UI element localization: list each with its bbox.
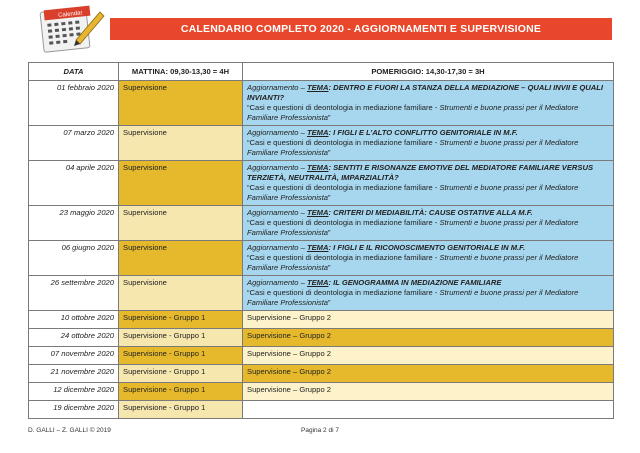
row-date: 01 febbraio 2020: [29, 81, 119, 126]
table-row: [29, 126, 614, 161]
table-row: [29, 81, 614, 126]
row-afternoon: Supervisione – Gruppo 2: [243, 365, 614, 383]
row-afternoon: Supervisione – Gruppo 2: [243, 311, 614, 329]
row-afternoon: [243, 161, 614, 206]
quote-italic: Strumenti e buone prassi per il Mediatore Familiare Professionista: [247, 288, 579, 307]
footer-copyright: D. GALLI – Z. GALLI © 2019: [28, 427, 111, 434]
aft-tema: TEMA: [306, 83, 329, 92]
table-row: [29, 311, 614, 329]
quote-close: ”: [328, 298, 331, 307]
row-date: 12 dicembre 2020: [29, 383, 119, 401]
quote-close: ”: [328, 228, 331, 237]
row-date: 24 ottobre 2020: [29, 329, 119, 347]
quote-close: ”: [328, 113, 331, 122]
header-date: DATA: [29, 63, 119, 81]
aft-topic: : DENTRO E FUORI LA STANZA DELLA MEDIAZIONE – QUALI INVII E QUALI INVIANTI?: [247, 83, 603, 102]
quote-open: “Casi e questioni di deontologia in mediazione familiare -: [247, 103, 440, 112]
aft-label: Aggiornamento –: [247, 243, 307, 252]
aft-tema: TEMA: [306, 163, 329, 172]
schedule-table: [28, 62, 614, 419]
row-morning: Supervisione: [119, 276, 243, 311]
quote-open: “Casi e questioni di deontologia in mediazione familiare -: [247, 253, 440, 262]
row-afternoon: Supervisione – Gruppo 2: [243, 347, 614, 365]
schedule-body: [29, 81, 614, 419]
table-row: [29, 276, 614, 311]
aft-topic: : SENTITI E RISONANZE EMOTIVE DEL MEDIATORE FAMILIARE VERSUS TERZIETÀ, NEUTRALITÀ, IMPARZIALITÀ?: [247, 163, 594, 182]
row-afternoon: [243, 126, 614, 161]
table-row: [29, 206, 614, 241]
quote-open: “Casi e questioni di deontologia in mediazione familiare -: [247, 288, 440, 297]
calendar-icon-label: Calendar: [57, 10, 83, 19]
row-date: 26 settembre 2020: [29, 276, 119, 311]
quote-close: ”: [328, 263, 331, 272]
table-row: [29, 241, 614, 276]
row-morning: Supervisione - Gruppo 1: [119, 329, 243, 347]
aft-topic: : IL GENOGRAMMA IN MEDIAZIONE FAMILIARE: [328, 278, 502, 287]
table-row: [29, 329, 614, 347]
quote-close: ”: [328, 148, 331, 157]
table-row: [29, 347, 614, 365]
page-title: CALENDARIO COMPLETO 2020 - AGGIORNAMENTI E SUPERVISIONE: [110, 18, 612, 40]
quote-close: ”: [328, 193, 331, 202]
table-row: [29, 401, 614, 419]
aft-tema: TEMA: [306, 128, 329, 137]
quote-italic: Strumenti e buone prassi per il Mediatore Familiare Professionista: [247, 253, 579, 272]
row-morning: Supervisione: [119, 81, 243, 126]
row-afternoon: [243, 81, 614, 126]
row-morning: Supervisione - Gruppo 1: [119, 365, 243, 383]
row-date: 23 maggio 2020: [29, 206, 119, 241]
quote-italic: Strumenti e buone prassi per il Mediatore Familiare Professionista: [247, 138, 579, 157]
row-morning: Supervisione: [119, 161, 243, 206]
row-date: 06 giugno 2020: [29, 241, 119, 276]
aft-tema: TEMA: [306, 278, 329, 287]
aft-tema: TEMA: [306, 208, 329, 217]
aft-topic: : I FIGLI E L’ALTO CONFLITTO GENITORIALE IN M.F.: [328, 128, 518, 137]
aft-label: Aggiornamento –: [247, 163, 307, 172]
quote-italic: Strumenti e buone prassi per il Mediatore Familiare Professionista: [247, 218, 579, 237]
row-date: 19 dicembre 2020: [29, 401, 119, 419]
row-afternoon: [243, 276, 614, 311]
row-date: 04 aprile 2020: [29, 161, 119, 206]
aft-topic: : I FIGLI E IL RICONOSCIMENTO GENITORIALE IN M.F.: [328, 243, 526, 252]
row-morning: Supervisione: [119, 206, 243, 241]
quote-open: “Casi e questioni di deontologia in mediazione familiare -: [247, 218, 440, 227]
calendar-icon: [36, 4, 106, 54]
row-date: 21 novembre 2020: [29, 365, 119, 383]
aft-tema: TEMA: [306, 243, 329, 252]
row-afternoon: [243, 401, 614, 419]
aft-label: Aggiornamento –: [247, 208, 307, 217]
quote-italic: Strumenti e buone prassi per il Mediatore Familiare Professionista: [247, 103, 579, 122]
table-row: [29, 161, 614, 206]
row-morning: Supervisione - Gruppo 1: [119, 347, 243, 365]
header-afternoon: POMERIGGIO: 14,30-17,30 = 3H: [243, 63, 614, 81]
table-row: [29, 365, 614, 383]
row-date: 07 marzo 2020: [29, 126, 119, 161]
header-morning: MATTINA: 09,30-13,30 = 4H: [119, 63, 243, 81]
row-date: 10 ottobre 2020: [29, 311, 119, 329]
row-afternoon: [243, 241, 614, 276]
quote-italic: Strumenti e buone prassi per il Mediatore Familiare Professionista: [247, 183, 579, 202]
quote-open: “Casi e questioni di deontologia in mediazione familiare -: [247, 183, 440, 192]
aft-label: Aggiornamento –: [247, 278, 307, 287]
row-morning: Supervisione - Gruppo 1: [119, 383, 243, 401]
row-morning: Supervisione - Gruppo 1: [119, 401, 243, 419]
row-afternoon: Supervisione – Gruppo 2: [243, 329, 614, 347]
row-morning: Supervisione: [119, 241, 243, 276]
aft-label: Aggiornamento –: [247, 83, 307, 92]
aft-label: Aggiornamento –: [247, 128, 307, 137]
quote-open: “Casi e questioni di deontologia in mediazione familiare -: [247, 138, 440, 147]
table-row: [29, 383, 614, 401]
row-afternoon: Supervisione – Gruppo 2: [243, 383, 614, 401]
row-afternoon: [243, 206, 614, 241]
row-morning: Supervisione: [119, 126, 243, 161]
row-date: 07 novembre 2020: [29, 347, 119, 365]
table-header-row: [29, 63, 614, 81]
footer-page-number: Pagina 2 di 7: [301, 427, 339, 434]
row-morning: Supervisione - Gruppo 1: [119, 311, 243, 329]
aft-topic: : CRITERI DI MEDIABILITÀ: CAUSE OSTATIVE ALLA M.F.: [328, 208, 533, 217]
